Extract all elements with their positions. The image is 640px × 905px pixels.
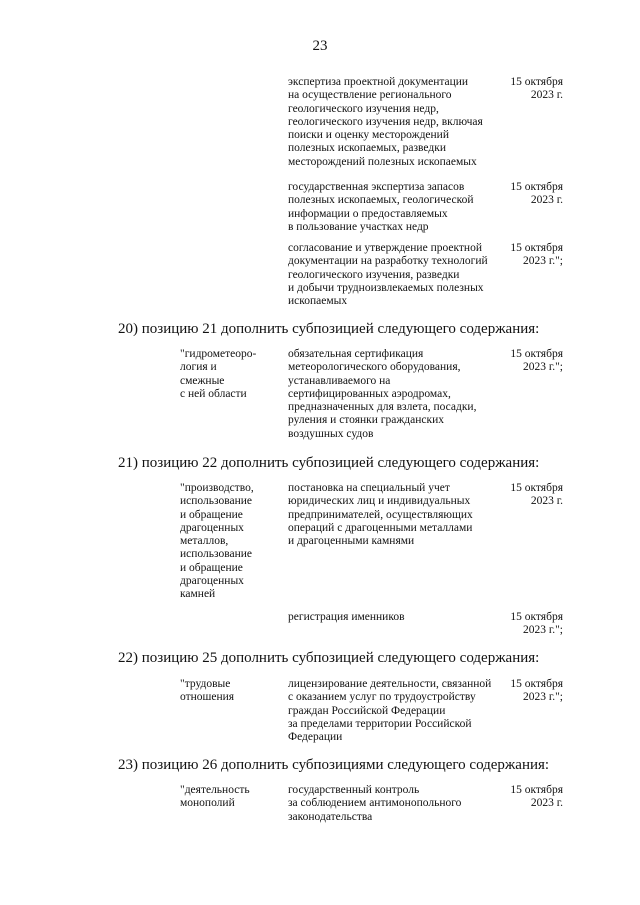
activity-text: лицензирование деятельности, связанной с оказанием услуг по трудоустройству граждан Российской Федерации за пределами территории Российской Федерации — [288, 678, 492, 744]
activity-text: регистрация именников — [288, 611, 405, 623]
deadline-date: 15 октября 2023 г. — [510, 784, 563, 810]
deadline-date: 15 октября 2023 г. — [510, 181, 563, 207]
activity-text: обязательная сертификация метеорологического оборудования, устанавливаемого на сертифицированных аэродромах, предназначенных для взлета, посадки, руления и стоянки гражданских воздушных судов — [288, 348, 477, 440]
deadline-date: 15 октября 2023 г."; — [510, 678, 563, 704]
activity-text: постановка на специальный учет юридических лиц и индивидуальных предпринимателей, осуществляющих операций с драгоценными металлами и драгоценными камнями — [288, 482, 473, 548]
deadline-date: 15 октября 2023 г. — [510, 482, 563, 508]
section-heading: 21) позицию 22 дополнить субпозицией следующего содержания: — [118, 455, 540, 471]
area-text: "гидрометеоро- логия и смежные с ней области — [180, 348, 257, 400]
deadline-date: 15 октября 2023 г."; — [510, 611, 563, 637]
activity-text: государственная экспертиза запасов полезных ископаемых, геологической информации о предоставляемых в пользование участках недр — [288, 181, 474, 233]
activity-text: экспертиза проектной документации на осуществление регионального геологического изучения недр, геологического изучения недр, включая поиски и оценку месторождений полезных ископаемых, разведки месторождений полезных ископаемых — [288, 76, 483, 168]
area-text: "деятельность монополий — [180, 784, 250, 810]
activity-text: государственный контроль за соблюдением антимонопольного законодательства — [288, 784, 462, 823]
page-number: 23 — [312, 38, 328, 54]
deadline-date: 15 октября 2023 г."; — [510, 242, 563, 268]
area-text: "трудовые отношения — [180, 678, 235, 704]
deadline-date: 15 октября 2023 г."; — [510, 348, 563, 374]
area-text: "производство, использование и обращение драгоценных металлов, использование и обращение драгоценных камней — [180, 482, 254, 601]
activity-text: согласование и утверждение проектной документации на разработку технологий геологического изучения, разведки и добычи трудноизвлекаемых полезных ископаемых — [288, 242, 488, 308]
section-heading: 20) позицию 21 дополнить субпозицией следующего содержания: — [118, 321, 540, 337]
deadline-date: 15 октября 2023 г. — [510, 76, 563, 102]
section-heading: 22) позицию 25 дополнить субпозицией следующего содержания: — [118, 650, 540, 666]
section-heading: 23) позицию 26 дополнить субпозициями следующего содержания: — [118, 757, 550, 773]
